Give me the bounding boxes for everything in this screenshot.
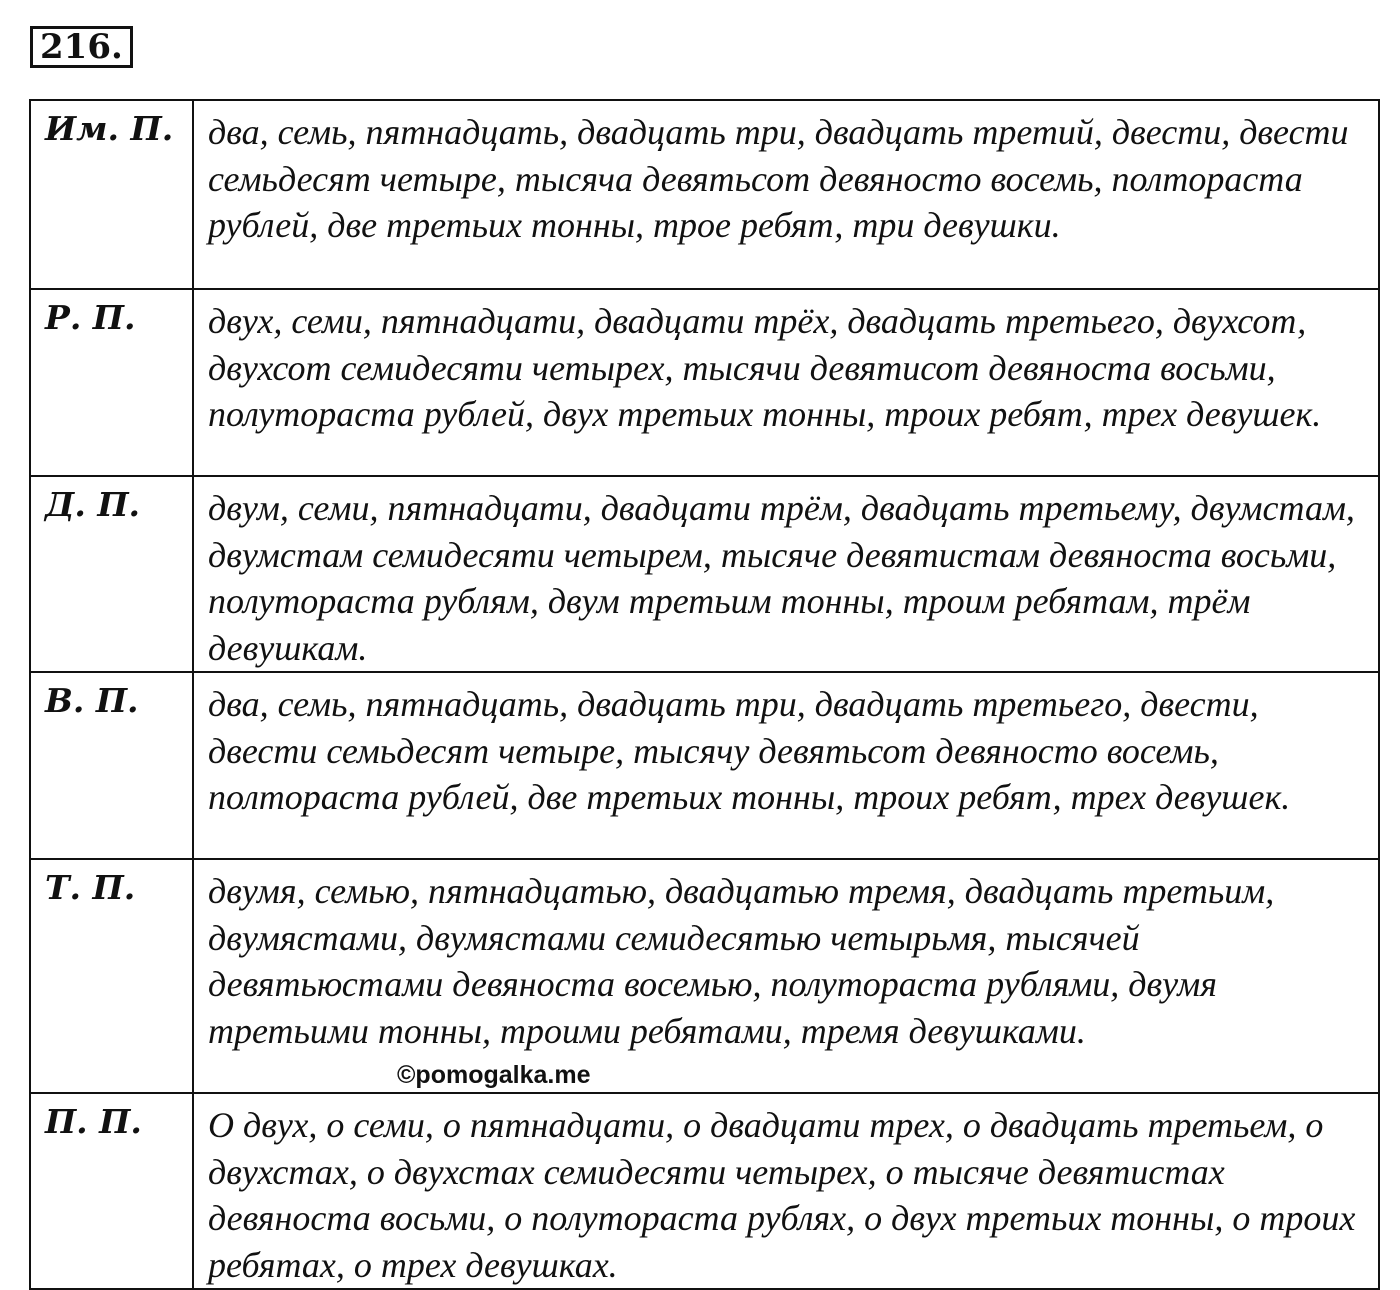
table-row-prepositional xyxy=(30,1093,1379,1289)
case-forms: двух, семи, пятнадцати, двадцати трёх, двадцать третьего, двухсот, двухсот семидесяти четырех, тысячи девятисот девяноста восьми, полутораста рублей, двух третьих тонны, троих ребят, трех девушек. xyxy=(193,289,1379,476)
case-label: Т. П. xyxy=(30,859,193,1093)
case-label: Им. П. xyxy=(30,100,193,289)
case-forms: О двух, о семи, о пятнадцати, о двадцати трех, о двадцать третьем, о двухстах, о двухстах семидесяти четырех, о тысяче девятистах девяноста восьми, о полутораста рублях, о двух третьих тонны, о троих ребятах, о трех девушках. xyxy=(193,1093,1379,1289)
case-label: В. П. xyxy=(30,672,193,859)
case-label: Р. П. xyxy=(30,289,193,476)
case-label: Д. П. xyxy=(30,476,193,672)
case-forms: двум, семи, пятнадцати, двадцати трём, двадцать третьему, двумстам, двумстам семидесяти четырем, тысяче девятистам девяноста восьми, полутораста рублям, двум третьим тонны, троим ребятам, трём девушкам. xyxy=(193,476,1379,672)
case-forms: двумя, семью, пятнадцатью, двадцатью тремя, двадцать третьим, двумястами, двумястами семидесятью четырьмя, тысячей девятьюстами девяноста восемью, полутораста рублями, двумя третьими тонны, троими ребятами, тремя девушками. xyxy=(193,859,1379,1093)
task-number: 216. xyxy=(30,26,133,68)
table-row-dative xyxy=(30,476,1379,672)
case-forms: два, семь, пятнадцать, двадцать три, двадцать третий, двести, двести семьдесят четыре, тысяча девятьсот девяносто восемь, полтораста рублей, две третьих тонны, трое ребят, три девушки. xyxy=(193,100,1379,289)
table-row-accusative xyxy=(30,672,1379,859)
table-row-genitive xyxy=(30,289,1379,476)
watermark: ©pomogalka.me xyxy=(397,1061,591,1089)
declension-table xyxy=(29,99,1380,1290)
case-forms: два, семь, пятнадцать, двадцать три, двадцать третьего, двести, двести семьдесят четыре, тысячу девятьсот девяносто восемь, полтораста рублей, две третьих тонны, троих ребят, трех девушек. xyxy=(193,672,1379,859)
table-row-instrumental xyxy=(30,859,1379,1093)
case-label: П. П. xyxy=(30,1093,193,1289)
table-row-nominative xyxy=(30,100,1379,289)
